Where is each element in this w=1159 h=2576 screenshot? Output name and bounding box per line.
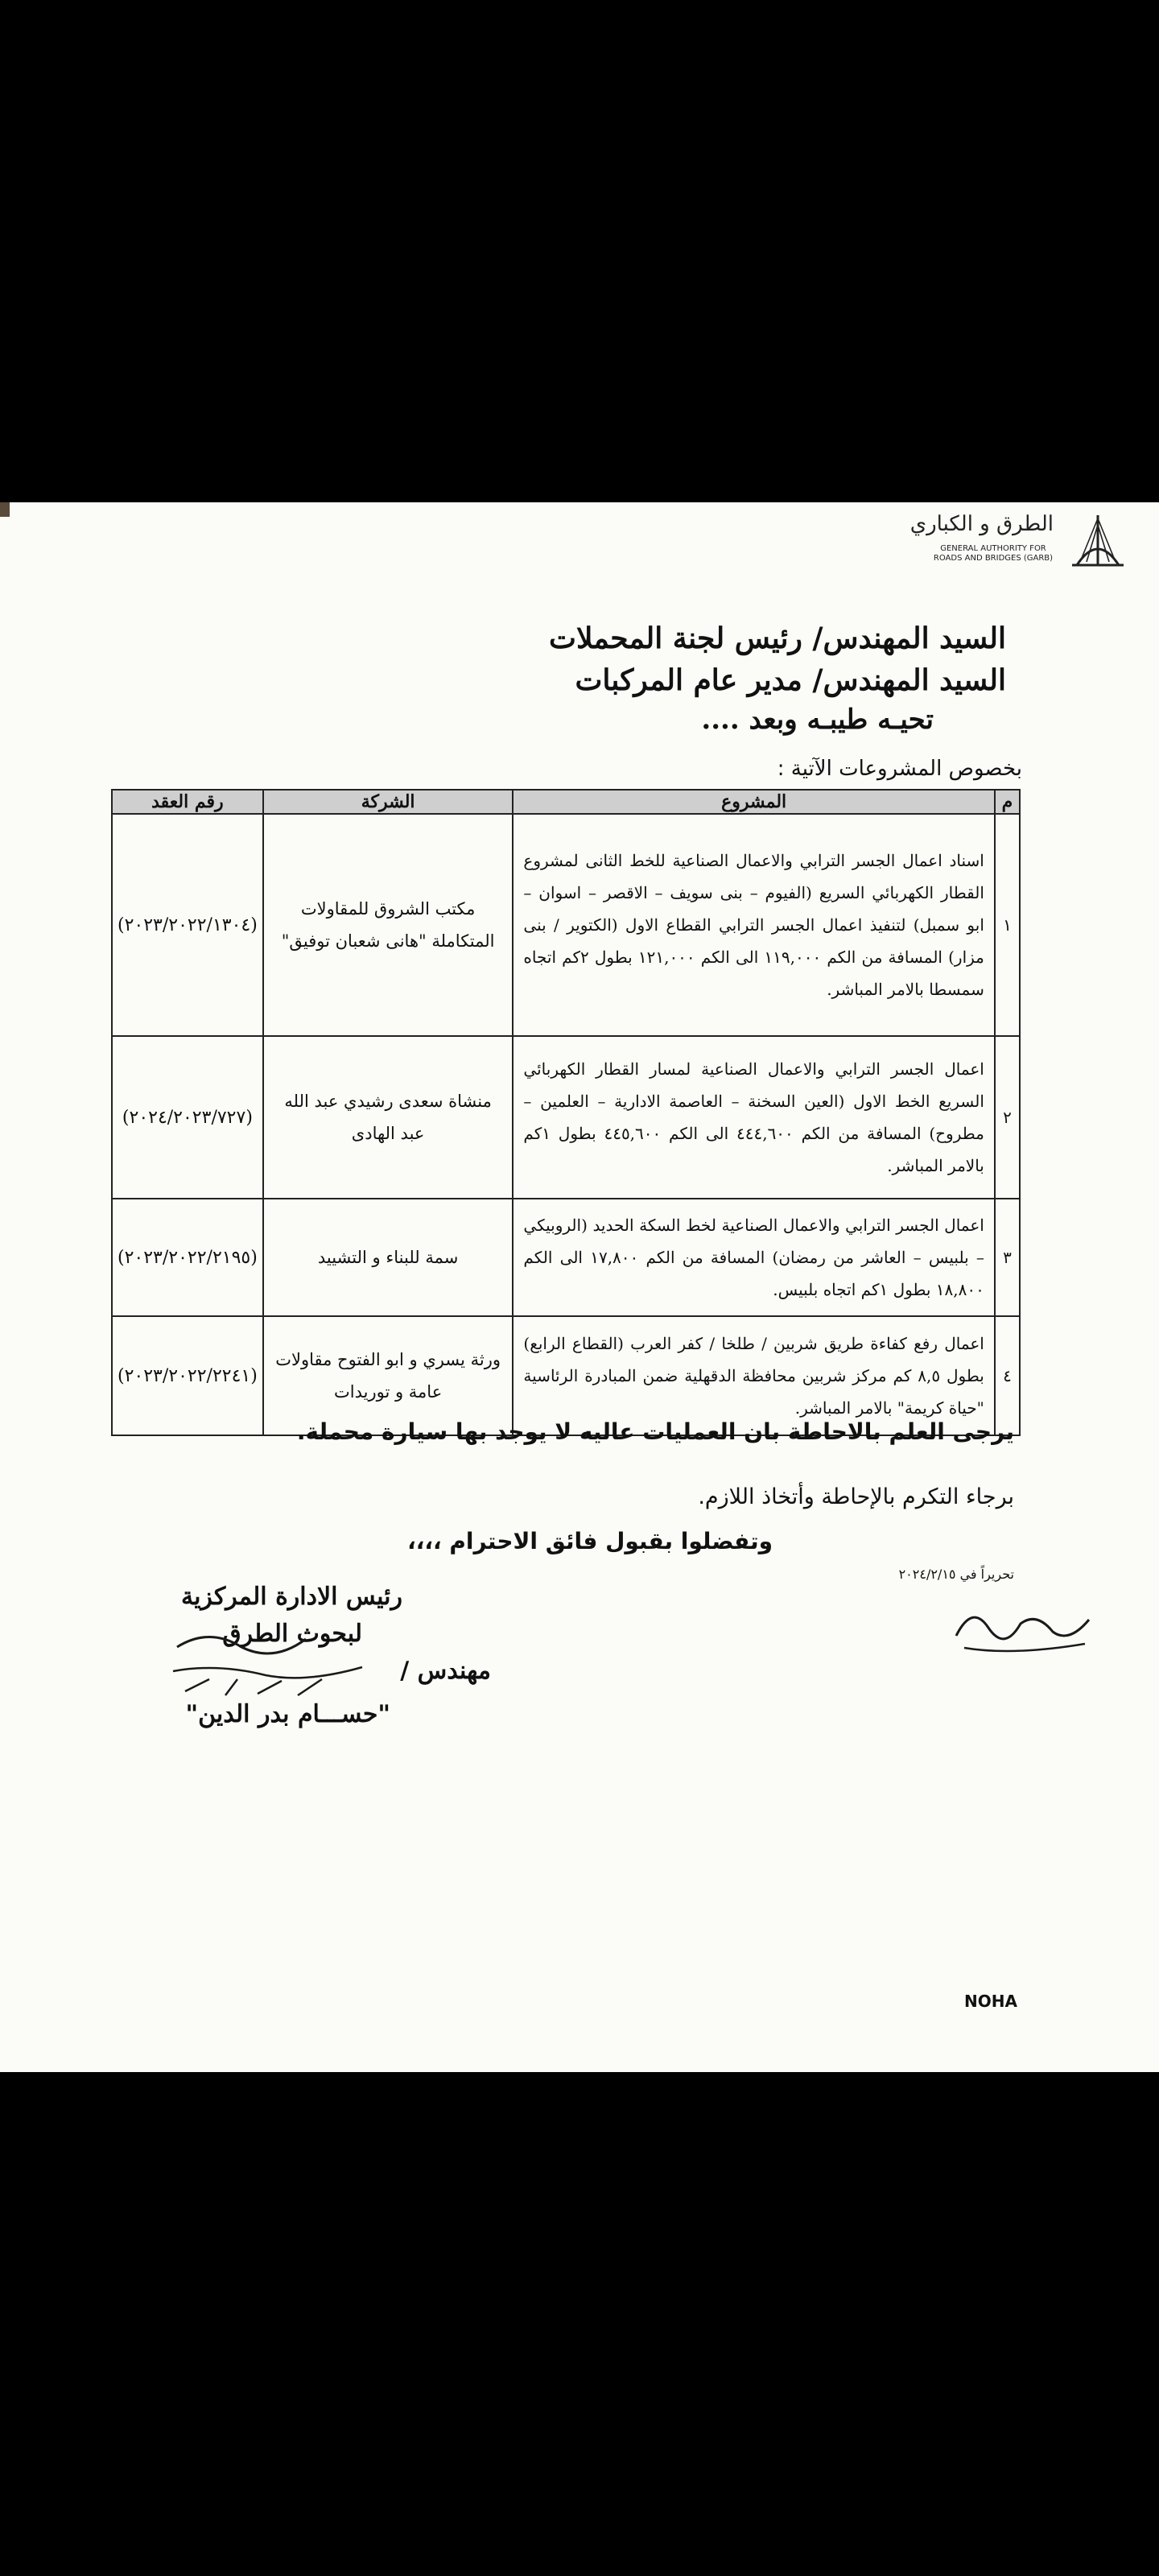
table-header-row bbox=[112, 790, 1020, 814]
handwritten-initials bbox=[948, 1587, 1101, 1668]
header-project: المشروع bbox=[513, 790, 994, 814]
logo-english-text: GENERAL AUTHORITY FOR ROADS AND BRIDGES (GARB) bbox=[933, 544, 1054, 563]
row-company: ورثة يسري و ابو الفتوح مقاولات عامة و توريدات bbox=[263, 1316, 514, 1435]
issue-date: تحريراً في ٢٠٢٤/٢/١٥ bbox=[898, 1567, 1014, 1582]
notice-text: يرجى العلم بالاحاطة بان العمليات عاليه لا يوجد بها سيارة محملة. bbox=[296, 1418, 1014, 1445]
row-contract: (٢٠٢٣/٢٠٢٢/٢٢٤١) bbox=[112, 1316, 263, 1435]
page-edge-mark bbox=[0, 502, 10, 517]
signatory-title-1: رئيس الادارة المركزية bbox=[180, 1583, 402, 1611]
signatory-title-2: لبحوث الطرق bbox=[222, 1620, 362, 1648]
row-company: مكتب الشروق للمقاولات المتكاملة "هانى شعبان توفيق" bbox=[263, 814, 514, 1036]
handwritten-signature bbox=[161, 1623, 419, 1711]
row-company: منشاة سعدى رشيدي عبد الله عبد الهادى bbox=[263, 1036, 514, 1199]
table-row bbox=[112, 814, 1020, 1036]
table-row bbox=[112, 1036, 1020, 1199]
document-page bbox=[0, 502, 1159, 2072]
row-number: ١ bbox=[995, 814, 1020, 1036]
salutation-line-2: السيد المهندس/ مدير عام المركبات bbox=[575, 663, 1006, 697]
regards-text: وتفضلوا بقبول فائق الاحترام ،،،، bbox=[407, 1528, 773, 1554]
engineer-label: مهندس / bbox=[400, 1657, 491, 1685]
greeting: تحيـه طيبـه وبعد .... bbox=[701, 704, 934, 736]
request-text: برجاء التكرم بالإحاطة وأتخاذ اللازم. bbox=[698, 1484, 1014, 1509]
logo-arabic-text: الطرق و الكباري bbox=[909, 512, 1054, 536]
row-contract: (٢٠٢٤/٢٠٢٣/٧٢٧) bbox=[112, 1036, 263, 1199]
row-project: اعمال الجسر الترابي والاعمال الصناعية لمسار القطار الكهربائي السريع الخط الاول (العين السخنة – العاصمة الادارية – العلمين – مطروح) المسافة من الكم ٤٤٤,٦٠٠ الى الكم ٤٤٥,٦٠٠ بطول ١كم بالامر المباشر. bbox=[513, 1036, 994, 1199]
projects-table bbox=[111, 789, 1021, 1436]
row-contract: (٢٠٢٣/٢٠٢٢/٢١٩٥) bbox=[112, 1199, 263, 1316]
header-company: الشركة bbox=[263, 790, 514, 814]
table-row bbox=[112, 1199, 1020, 1316]
signatory-name: "حســـام بدر الدين" bbox=[185, 1700, 390, 1728]
salutation-line-1: السيد المهندس/ رئيس لجنة المحملات bbox=[549, 621, 1006, 655]
table-row bbox=[112, 1316, 1020, 1435]
authority-logo bbox=[889, 509, 1130, 581]
row-number: ٤ bbox=[995, 1316, 1020, 1435]
subject-line: بخصوص المشروعات الآتية : bbox=[777, 757, 1022, 781]
footer-initials: NOHA bbox=[964, 1992, 1017, 2011]
bridge-logo-icon bbox=[1066, 509, 1130, 573]
row-project: اعمال رفع كفاءة طريق شربين / طلخا / كفر العرب (القطاع الرابع) بطول ٨,٥ كم مركز شربين محافظة الدقهلية ضمن المبادرة الرئاسية "حياة كريمة" بالامر المباشر. bbox=[513, 1316, 994, 1435]
row-project: اعمال الجسر الترابي والاعمال الصناعية لخط السكة الحديد (الروبيكي – بلبيس – العاشر من رمضان) المسافة من الكم ١٧,٨٠٠ الى الكم ١٨,٨٠٠ بطول ١كم اتجاه بلبيس. bbox=[513, 1199, 994, 1316]
row-number: ٢ bbox=[995, 1036, 1020, 1199]
header-no: م bbox=[995, 790, 1020, 814]
row-project: اسناد اعمال الجسر الترابي والاعمال الصناعية للخط الثانى لمشروع القطار الكهربائي السريع (الفيوم – بنى سويف – الاقصر – اسوان – ابو سمبل) لتنفيذ اعمال الجسر الترابي القطاع الاول (الكتوير / بنى مزار) المسافة من الكم ١١٩,٠٠٠ الى الكم ١٢١,٠٠٠ بطول ٢كم اتجاه سمسطا بالامر المباشر. bbox=[513, 814, 994, 1036]
row-number: ٣ bbox=[995, 1199, 1020, 1316]
row-contract: (٢٠٢٣/٢٠٢٢/١٣٠٤) bbox=[112, 814, 263, 1036]
row-company: سمة للبناء و التشييد bbox=[263, 1199, 514, 1316]
header-contract: رقم العقد bbox=[112, 790, 263, 814]
